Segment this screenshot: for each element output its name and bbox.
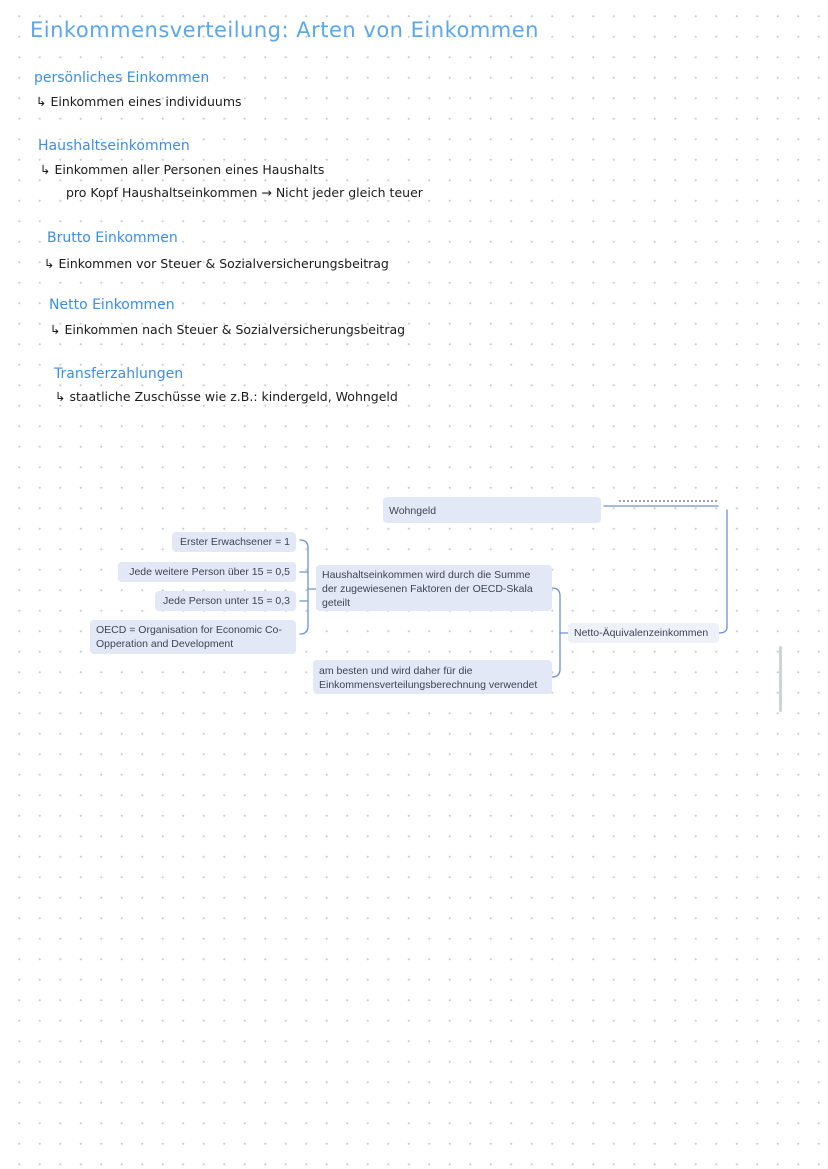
heading-brutto-einkommen: Brutto Einkommen: [47, 230, 178, 246]
mindmap-node-erster-erwachsener[interactable]: Erster Erwachsener = 1: [172, 532, 296, 552]
mindmap-node-einkommensverteilungsberechnung[interactable]: am besten und wird daher für die Einkommensverteilungsberechnung verwendet: [313, 660, 552, 694]
mindmap-node-netto-aequivalenzeinkommen[interactable]: Netto-Äquivalenzeinkommen: [568, 623, 719, 643]
page-title: Einkommensverteilung: Arten von Einkommen: [30, 18, 539, 42]
text-netto-einkommen: ↳ Einkommen nach Steuer & Sozialversicherungsbeitrag: [50, 322, 406, 337]
scrollbar-thumb[interactable]: [779, 646, 782, 712]
text-haushaltseinkommen-1: ↳ Einkommen aller Personen eines Haushalts: [40, 162, 325, 177]
text-haushaltseinkommen-2: pro Kopf Haushaltseinkommen → Nicht jeder gleich teuer: [66, 185, 423, 200]
heading-haushaltseinkommen: Haushaltseinkommen: [38, 138, 190, 154]
mindmap-node-cut-off: [619, 497, 717, 509]
heading-netto-einkommen: Netto Einkommen: [49, 297, 175, 313]
mindmap-node-person-unter-15[interactable]: Jede Person unter 15 = 0,3: [155, 591, 296, 611]
mindmap-node-oecd-definition[interactable]: OECD = Organisation for Economic Co-Opperation and Development: [90, 620, 296, 654]
heading-persoenliches-einkommen: persönliches Einkommen: [34, 70, 210, 86]
mindmap-node-jede-weitere-person[interactable]: Jede weitere Person über 15 = 0,5: [118, 562, 296, 582]
text-persoenliches-einkommen: ↳ Einkommen eines individuums: [36, 94, 242, 109]
text-brutto-einkommen: ↳ Einkommen vor Steuer & Sozialversicherungsbeitrag: [44, 256, 389, 271]
mindmap-node-haushaltseinkommen-geteilt[interactable]: Haushaltseinkommen wird durch die Summe der zugewiesenen Faktoren der OECD-Skala geteilt: [316, 565, 552, 611]
text-transferzahlungen: ↳ staatliche Zuschüsse wie z.B.: kindergeld, Wohngeld: [55, 389, 398, 404]
mindmap-node-wohngeld[interactable]: Wohngeld: [383, 497, 601, 523]
heading-transferzahlungen: Transferzahlungen: [54, 366, 184, 382]
